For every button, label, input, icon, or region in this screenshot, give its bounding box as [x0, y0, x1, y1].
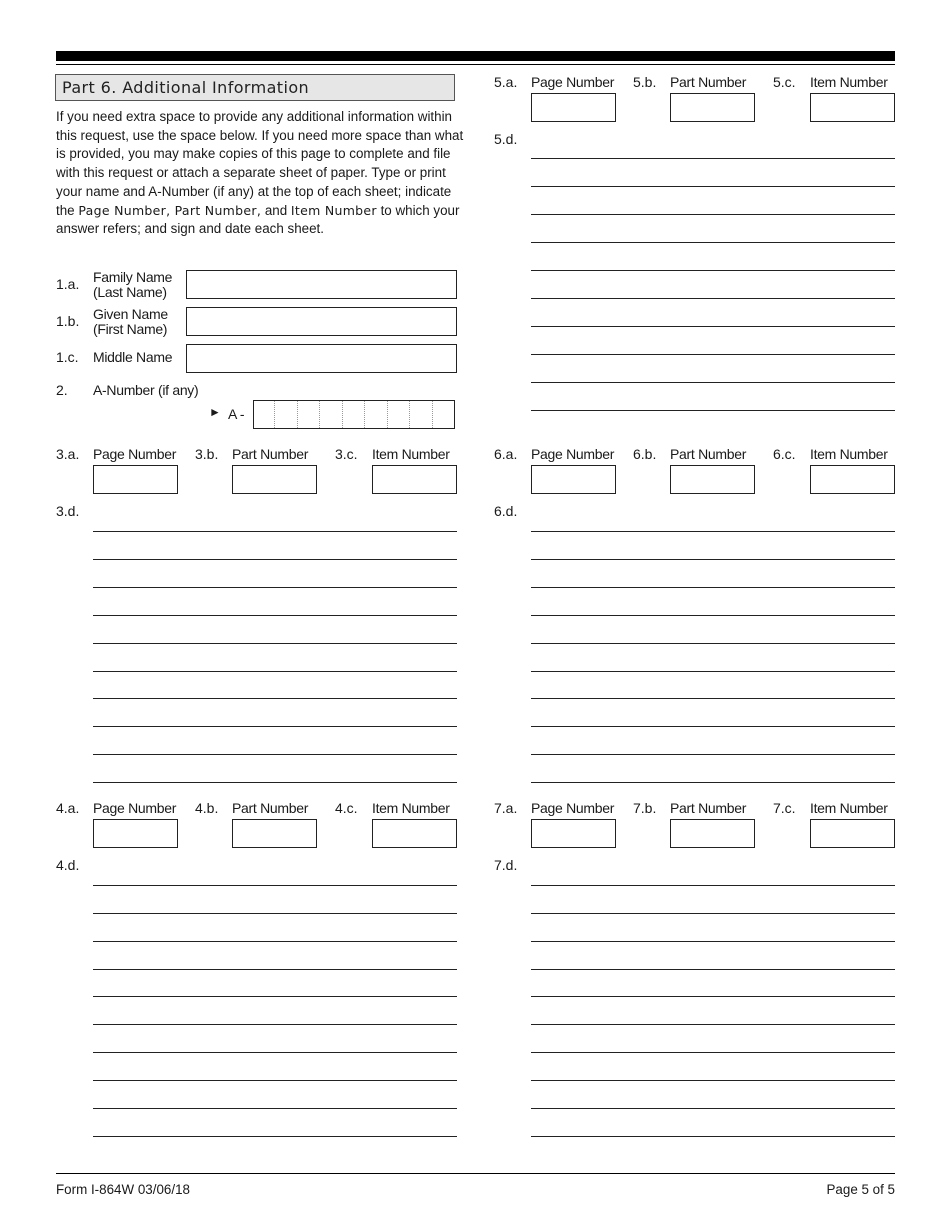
form-id: Form I-864W 03/06/18 — [56, 1182, 190, 1197]
section-5-answer-line[interactable] — [531, 158, 895, 159]
instructions-item-number: Item Number — [290, 202, 377, 218]
section-4-part-number-num: 4.b. — [195, 800, 219, 816]
section-7-answer-line[interactable] — [531, 1080, 895, 1081]
section-5-answer-line[interactable] — [531, 270, 895, 271]
section-7-page-number-label: Page Number — [531, 800, 615, 816]
instructions-page-number: Page Number — [78, 202, 167, 218]
section-3-part-number-num: 3.b. — [195, 446, 219, 462]
section-3-answer-line[interactable] — [93, 754, 457, 755]
section-4-page-number-field[interactable] — [93, 819, 178, 848]
section-6-answer-line[interactable] — [531, 782, 895, 783]
section-6-page-number-num: 6.a. — [494, 446, 518, 462]
given-name-label — [93, 307, 168, 337]
section-6-item-number-label: Item Number — [810, 446, 888, 462]
section-5-page-number-label: Page Number — [531, 74, 615, 90]
section-4-page-number-label: Page Number — [93, 800, 177, 816]
middle-name-field[interactable] — [186, 344, 457, 373]
section-6-answer-line[interactable] — [531, 698, 895, 699]
arrow-right-icon: ► — [209, 405, 221, 419]
section-7-answer-line[interactable] — [531, 996, 895, 997]
section-3-part-number-label: Part Number — [232, 446, 309, 462]
given-name-label-line2: (First Name) — [93, 321, 168, 337]
section-6-answer-line[interactable] — [531, 559, 895, 560]
section-3-answer-line[interactable] — [93, 726, 457, 727]
section-7-page-number-num: 7.a. — [494, 800, 518, 816]
a-number-cell-divider — [274, 401, 276, 428]
section-6-answer-line[interactable] — [531, 531, 895, 532]
section-4-item-number-num: 4.c. — [335, 800, 358, 816]
section-6-part-number-label: Part Number — [670, 446, 747, 462]
section-3-answer-line[interactable] — [93, 782, 457, 783]
middle-name-label: Middle Name — [93, 349, 173, 365]
middle-name-number: 1.c. — [56, 349, 79, 365]
section-5-answer-line[interactable] — [531, 382, 895, 383]
section-4-answer-line[interactable] — [93, 1080, 457, 1081]
section-3-answer-line[interactable] — [93, 587, 457, 588]
section-4-page-number-num: 4.a. — [56, 800, 80, 816]
family-name-label-line1: Family Name — [93, 269, 173, 285]
section-3-item-number-label: Item Number — [372, 446, 450, 462]
part-header: Part 6. Additional Information — [55, 74, 455, 101]
section-3-answer-line[interactable] — [93, 643, 457, 644]
section-6-answer-line[interactable] — [531, 726, 895, 727]
section-5-answer-line[interactable] — [531, 354, 895, 355]
section-5-item-number-field[interactable] — [810, 93, 895, 122]
section-3-answer-line[interactable] — [93, 671, 457, 672]
family-name-field[interactable] — [186, 270, 457, 299]
section-4-answer-line[interactable] — [93, 1108, 457, 1109]
section-3-answer-line[interactable] — [93, 698, 457, 699]
section-3-item-number-field[interactable] — [372, 465, 457, 494]
section-7-answer-line[interactable] — [531, 969, 895, 970]
section-7-answer-line[interactable] — [531, 885, 895, 886]
section-7-part-number-label: Part Number — [670, 800, 747, 816]
section-6-answer-line[interactable] — [531, 643, 895, 644]
section-4-part-number-label: Part Number — [232, 800, 309, 816]
section-7-item-number-field[interactable] — [810, 819, 895, 848]
section-6-answer-line[interactable] — [531, 615, 895, 616]
top-rule — [56, 64, 895, 65]
section-3-page-number-field[interactable] — [93, 465, 178, 494]
section-3-answer-line[interactable] — [93, 615, 457, 616]
section-6-part-number-num: 6.b. — [633, 446, 657, 462]
family-name-number: 1.a. — [56, 276, 80, 292]
section-7-answer-line[interactable] — [531, 1024, 895, 1025]
section-6-answer-line[interactable] — [531, 587, 895, 588]
section-5-item-number-label: Item Number — [810, 74, 888, 90]
section-7-answer-num: 7.d. — [494, 857, 518, 873]
instructions-text-2: to which your answer refers; and sign and date each sheet. — [56, 202, 460, 237]
section-5-part-number-num: 5.b. — [633, 74, 657, 90]
family-name-label — [93, 270, 172, 300]
footer-rule — [56, 1173, 895, 1174]
a-number-prefix: A - — [228, 406, 245, 422]
family-name-label-line2: (Last Name) — [93, 284, 167, 300]
section-3-page-number-num: 3.a. — [56, 446, 80, 462]
section-5-part-number-label: Part Number — [670, 74, 747, 90]
section-4-answer-line[interactable] — [93, 1024, 457, 1025]
section-7-answer-line[interactable] — [531, 941, 895, 942]
a-number-field[interactable] — [253, 400, 455, 429]
page-indicator: Page 5 of 5 — [826, 1182, 895, 1197]
section-4-item-number-field[interactable] — [372, 819, 457, 848]
section-4-item-number-label: Item Number — [372, 800, 450, 816]
instructions-sep-2: , — [256, 202, 262, 218]
section-7-answer-line[interactable] — [531, 1136, 895, 1137]
a-number-label: A-Number (if any) — [93, 382, 199, 398]
section-7-answer-line[interactable] — [531, 1108, 895, 1109]
section-6-answer-line[interactable] — [531, 754, 895, 755]
a-number-cell-divider — [409, 401, 411, 428]
section-4-answer-line[interactable] — [93, 1052, 457, 1053]
section-5-answer-line[interactable] — [531, 242, 895, 243]
section-4-part-number-field[interactable] — [232, 819, 317, 848]
a-number-cell-divider — [342, 401, 344, 428]
section-5-answer-num: 5.d. — [494, 131, 518, 147]
a-number-cell-divider — [432, 401, 434, 428]
given-name-number: 1.b. — [56, 313, 80, 329]
section-6-part-number-field[interactable] — [670, 465, 755, 494]
section-5-item-number-num: 5.c. — [773, 74, 796, 90]
section-5-answer-line[interactable] — [531, 186, 895, 187]
section-3-answer-line[interactable] — [93, 531, 457, 532]
section-6-answer-line[interactable] — [531, 671, 895, 672]
section-4-answer-line[interactable] — [93, 996, 457, 997]
a-number-number: 2. — [56, 382, 68, 398]
section-6-page-number-label: Page Number — [531, 446, 615, 462]
section-3-item-number-num: 3.c. — [335, 446, 358, 462]
instructions — [56, 108, 466, 239]
section-4-answer-line[interactable] — [93, 969, 457, 970]
instructions-sep-1: , — [166, 202, 175, 218]
section-4-answer-num: 4.d. — [56, 857, 80, 873]
section-5-answer-line[interactable] — [531, 214, 895, 215]
a-number-cell-divider — [387, 401, 389, 428]
section-3-page-number-label: Page Number — [93, 446, 177, 462]
section-6-page-number-field[interactable] — [531, 465, 616, 494]
section-7-part-number-field[interactable] — [670, 819, 755, 848]
instructions-and: and — [261, 202, 291, 218]
given-name-field[interactable] — [186, 307, 457, 336]
section-7-answer-line[interactable] — [531, 1052, 895, 1053]
section-3-answer-num: 3.d. — [56, 503, 80, 519]
section-4-answer-line[interactable] — [93, 1136, 457, 1137]
section-4-answer-line[interactable] — [93, 885, 457, 886]
section-3-part-number-field[interactable] — [232, 465, 317, 494]
a-number-cell-divider — [319, 401, 321, 428]
section-7-item-number-label: Item Number — [810, 800, 888, 816]
section-4-answer-line[interactable] — [93, 913, 457, 914]
given-name-label-line1: Given Name — [93, 306, 168, 322]
instructions-text-1: If you need extra space to provide any additional information within this request, use the space below. If you need more space than what is provided, you may make copies of this page to complete and file with this request or attach a separate sheet of paper. Type or print your name and A-Number (if any) at the top of each sheet; indicate the — [56, 109, 464, 218]
section-6-answer-num: 6.d. — [494, 503, 518, 519]
instructions-part-number: Part Number — [174, 202, 257, 218]
a-number-cell-divider — [364, 401, 366, 428]
section-7-page-number-field[interactable] — [531, 819, 616, 848]
section-6-item-number-num: 6.c. — [773, 446, 796, 462]
section-7-answer-line[interactable] — [531, 913, 895, 914]
section-4-answer-line[interactable] — [93, 941, 457, 942]
section-5-answer-line[interactable] — [531, 298, 895, 299]
section-3-answer-line[interactable] — [93, 559, 457, 560]
section-5-answer-line[interactable] — [531, 410, 895, 411]
section-5-part-number-field[interactable] — [670, 93, 755, 122]
section-5-page-number-field[interactable] — [531, 93, 616, 122]
section-7-part-number-num: 7.b. — [633, 800, 657, 816]
top-bar — [56, 51, 895, 61]
section-7-item-number-num: 7.c. — [773, 800, 796, 816]
section-5-page-number-num: 5.a. — [494, 74, 518, 90]
section-6-item-number-field[interactable] — [810, 465, 895, 494]
section-5-answer-line[interactable] — [531, 326, 895, 327]
a-number-cell-divider — [297, 401, 299, 428]
